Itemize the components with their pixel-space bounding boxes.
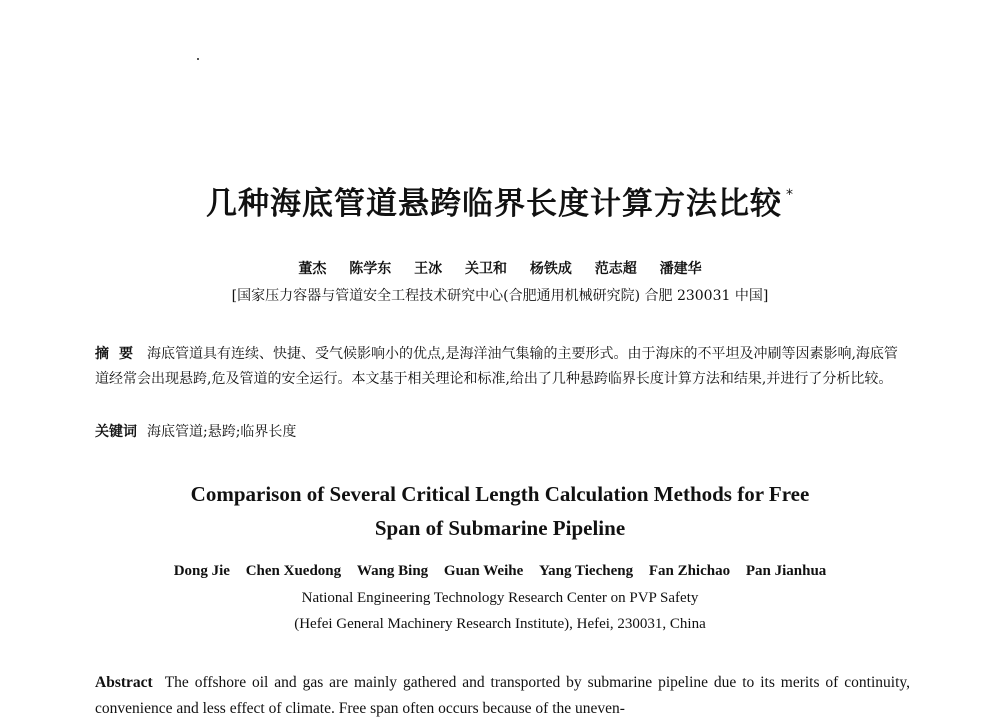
- chinese-keywords-text: 海底管道;悬跨;临界长度: [147, 424, 297, 440]
- chinese-authors: [0, 258, 1000, 278]
- chinese-abstract: [95, 342, 910, 392]
- chinese-title: [0, 178, 1000, 223]
- author-name: Fan Zhichao: [648, 563, 731, 579]
- english-abstract: [95, 670, 910, 722]
- author-name: Pan Jianhua: [745, 563, 827, 579]
- chinese-affiliation: [国家压力容器与管道安全工程技术研究中心(合肥通用机械研究院) 合肥 230031 中国]: [231, 288, 769, 304]
- english-affiliation-line: (Hefei General Machinery Research Institute), Hefei, 230031, China: [294, 616, 706, 632]
- author-name: 陈学东: [349, 261, 392, 277]
- chinese-keywords: [95, 421, 910, 441]
- chinese-abstract-label: 摘要: [95, 346, 143, 362]
- author-name: 潘建华: [659, 261, 702, 277]
- chinese-keywords-label: 关键词: [95, 424, 137, 440]
- english-title-line: Comparison of Several Critical Length Calculation Methods for Free: [190, 482, 810, 506]
- author-name: 王冰: [414, 261, 443, 277]
- author-name: Guan Weihe: [443, 563, 524, 579]
- author-name: 范志超: [594, 261, 637, 277]
- title-footnote-mark: *: [786, 186, 794, 203]
- author-name: Dong Jie: [173, 563, 230, 579]
- author-name: Yang Tiecheng: [539, 563, 634, 579]
- author-name: 董杰: [298, 261, 327, 277]
- author-name: 关卫和: [465, 261, 507, 277]
- english-abstract-label: Abstract: [95, 674, 153, 691]
- english-abstract-text: The offshore oil and gas are mainly gathered and transported by submarine pipeline due to its merits of continuity, convenience and less effect of climate. Free span often occurs because of the uneven-: [95, 674, 910, 717]
- chinese-abstract-text: 海底管道具有连续、快捷、受气候影响小的优点,是海洋油气集输的主要形式。由于海床的不平坦及冲刷等因素影响,海底管道经常会出现悬跨,危及管道的安全运行。本文基于相关理论和标准,给出了几种悬跨临界长度计算方法和结果,并进行了分析比较。: [95, 346, 898, 387]
- english-affiliation-line: National Engineering Technology Research Center on PVP Safety: [301, 590, 699, 606]
- chinese-title-text: 几种海底管道悬跨临界长度计算方法比较: [206, 186, 782, 222]
- author-name: Wang Bing: [356, 563, 429, 579]
- english-title-line: Span of Submarine Pipeline: [374, 516, 626, 540]
- author-name: Chen Xuedong: [245, 563, 342, 579]
- author-name: 杨铁成: [529, 261, 572, 277]
- english-title: [0, 477, 1000, 545]
- english-authors: [0, 563, 1000, 580]
- scan-speck: [197, 58, 199, 60]
